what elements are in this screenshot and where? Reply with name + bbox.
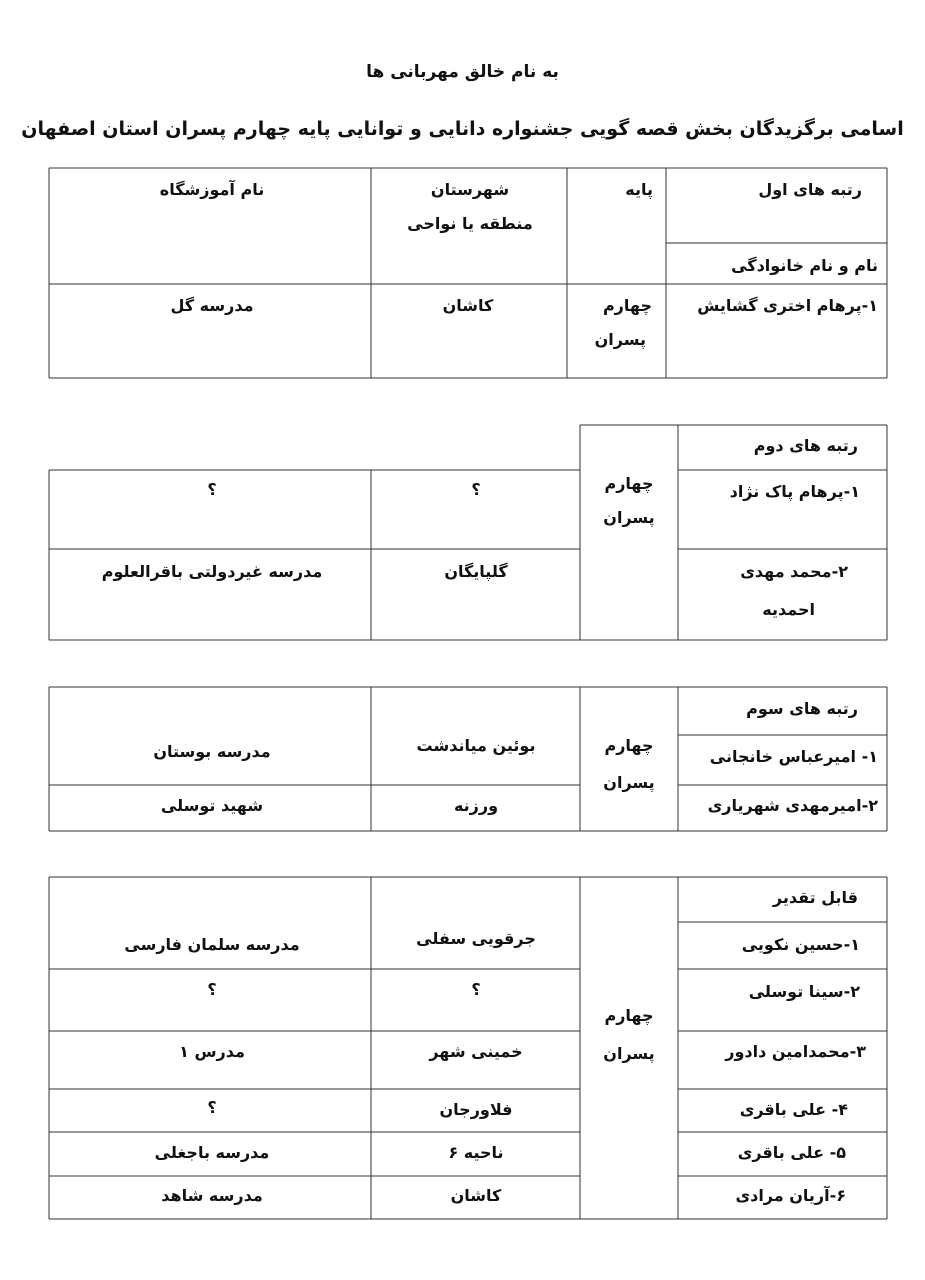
second-place-city-2: گلپایگان xyxy=(444,562,508,581)
third-place-name-1: ۱- امیرعباس خانجانی xyxy=(709,747,878,766)
third-place-city-2: ورزنه xyxy=(453,796,499,815)
third-place-name-2: ۲-امیرمهدی شهریاری xyxy=(707,796,878,815)
second-place-label: رتبه های دوم xyxy=(753,436,858,455)
honorable-city-1: جرقویی سفلی xyxy=(416,929,536,948)
honorable-school-3: مدرس ۱ xyxy=(179,1042,245,1061)
first-place-name: ۱-پرهام اختری گشایش xyxy=(697,296,878,315)
grade-column-header: پایه xyxy=(625,180,653,199)
second-place-name-2-line2: احمدیه xyxy=(762,600,815,619)
second-place-name-1: ۱-پرهام پاک نژاد xyxy=(729,482,860,501)
third-place-grade-line2: پسران xyxy=(603,773,655,792)
city-column-header-line2: منطقه یا نواحی xyxy=(407,214,533,233)
honorable-school-5: مدرسه باجغلی xyxy=(154,1143,270,1162)
honorable-school-2: ؟ xyxy=(207,980,217,999)
second-place-name-2-line1: ۲-محمد مهدی xyxy=(740,562,848,581)
school-column-header: نام آموزشگاه xyxy=(159,180,265,199)
honorable-name-5: ۵- علی باقری xyxy=(737,1143,846,1162)
honorable-city-3: خمینی شهر xyxy=(429,1042,523,1061)
honorable-city-6: کاشان xyxy=(450,1186,502,1205)
honorable-city-5: ناحیه ۶ xyxy=(448,1143,504,1162)
second-place-grade-line1: چهارم xyxy=(604,474,654,493)
second-place-grade-line2: پسران xyxy=(603,508,655,527)
third-place-city-1: بوئین میاندشت xyxy=(416,736,536,755)
third-place-grade-line1: چهارم xyxy=(604,736,654,755)
honorable-name-1: ۱-حسین نکویی xyxy=(741,935,860,954)
honorable-school-6: مدرسه شاهد xyxy=(161,1186,263,1205)
city-column-header-line1: شهرستان xyxy=(430,180,510,199)
first-place-grade-line1: چهارم xyxy=(602,296,652,315)
second-place-school-1: ؟ xyxy=(207,480,217,499)
honorable-grade-line2: پسران xyxy=(603,1044,655,1063)
first-place-school: مدرسه گل xyxy=(170,296,254,315)
honorable-school-4: ؟ xyxy=(207,1098,217,1117)
honorable-label: قابل تقدیر xyxy=(772,888,858,907)
third-place-school-1: مدرسه بوستان xyxy=(153,742,271,761)
third-place-school-2: شهید توسلی xyxy=(160,796,264,815)
honorable-name-3: ۳-محمدامین دادور xyxy=(725,1042,866,1061)
first-place-grade-line2: پسران xyxy=(594,330,646,349)
first-place-city: کاشان xyxy=(442,296,494,315)
honorable-city-4: فلاورجان xyxy=(439,1100,513,1119)
header-top-line: به نام خالق مهربانی ها xyxy=(366,62,559,82)
honorable-name-6: ۶-آریان مرادی xyxy=(735,1186,846,1205)
honorable-name-2: ۲-سینا توسلی xyxy=(748,982,860,1001)
third-place-label: رتبه های سوم xyxy=(746,699,858,718)
second-place-school-2: مدرسه غیردولتی باقرالعلوم xyxy=(101,562,323,581)
honorable-city-2: ؟ xyxy=(471,980,481,999)
second-place-city-1: ؟ xyxy=(471,480,481,499)
rank-header: رتبه های اول xyxy=(758,180,862,199)
honorable-grade-line1: چهارم xyxy=(604,1006,654,1025)
second-place-grid xyxy=(49,425,887,640)
name-column-header: نام و نام خانوادگی xyxy=(731,256,878,275)
honorable-name-4: ۴- علی باقری xyxy=(739,1100,848,1119)
page-title: اسامی برگزیدگان بخش قصه گویی جشنواره دانایی و توانایی پایه چهارم پسران استان اصفهان xyxy=(21,118,904,140)
honorable-school-1: مدرسه سلمان فارسی xyxy=(124,935,300,954)
